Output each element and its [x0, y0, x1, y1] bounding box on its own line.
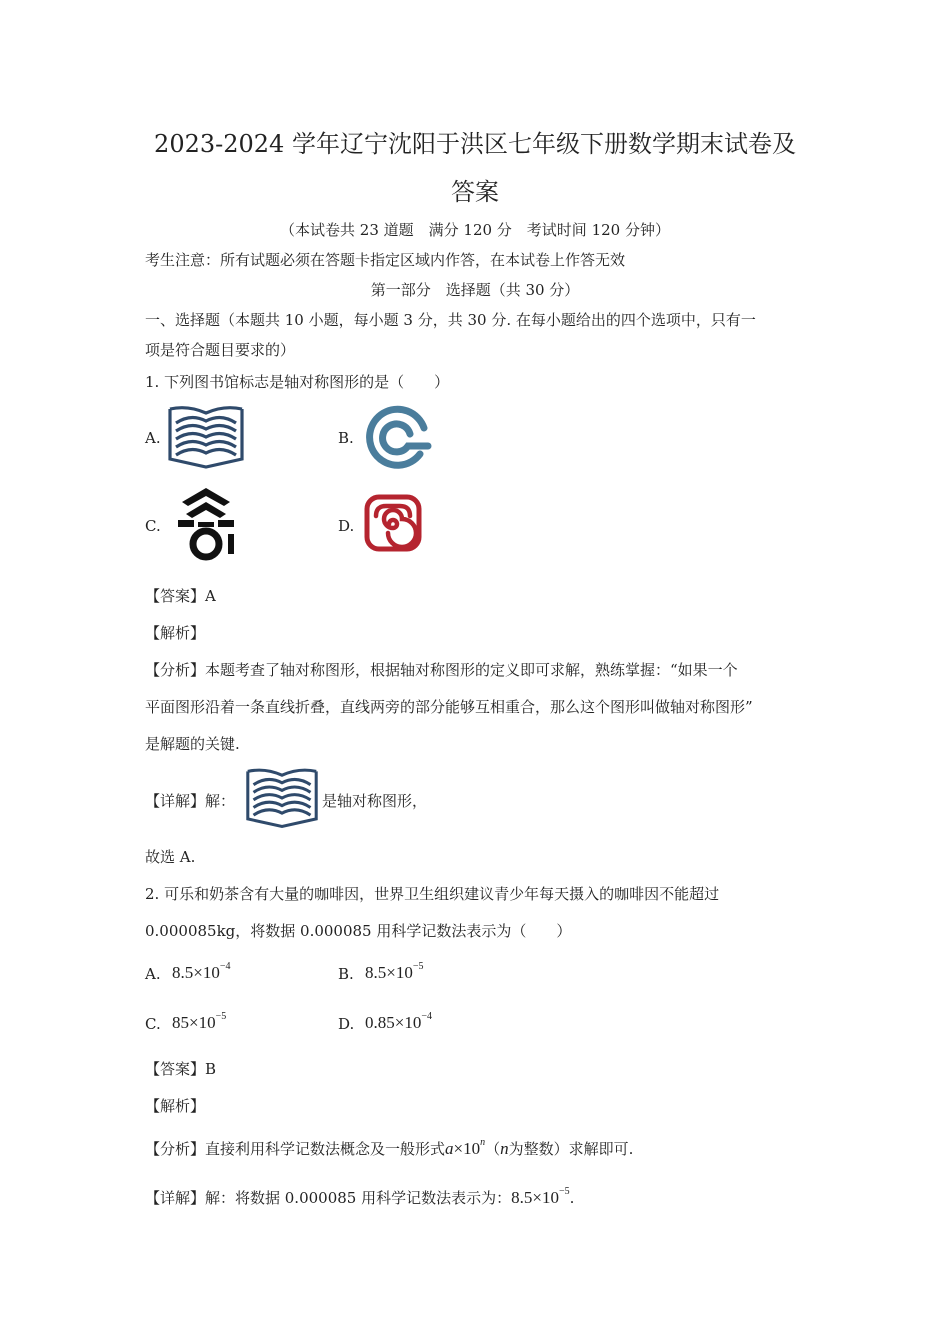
q2-detail-prefix: 【详解】解：将数据 0.000085 用科学记数法表示为： — [145, 1189, 512, 1207]
q1-conclusion: 故选 A. — [145, 848, 196, 866]
q1-option-c-label: C. — [145, 517, 161, 535]
q2-option-c-label: C. — [145, 1015, 161, 1033]
library-logo-d-icon — [364, 494, 422, 552]
q1-option-a-label: A. — [145, 429, 161, 447]
q2-option-a-value: $8.5\times 10^{-4}$ — [172, 961, 231, 982]
part-title: 第一部分 选择题（共 30 分） — [370, 281, 580, 299]
q2-option-b-label: B. — [338, 965, 354, 983]
document-title-line1: 2023-2024 学年辽宁沈阳于洪区七年级下册数学期末试卷及 — [154, 130, 796, 158]
q1-fenxi-line3: 是解题的关键. — [145, 735, 240, 753]
library-logo-c-icon — [170, 486, 242, 562]
q2-stem-line1: 2. 可乐和奶茶含有大量的咖啡因，世界卫生组织建议青少年每天摄入的咖啡因不能超过 — [145, 885, 720, 903]
notice: 考生注意：所有试题必须在答题卡指定区域内作答，在本试卷上作答无效 — [145, 251, 626, 269]
q1-detail-suffix: 是轴对称图形， — [322, 792, 428, 810]
q2-fenxi: 【分析】直接利用科学记数法概念及一般形式$a\times 10^n(n$为整数）求解即可. — [145, 1137, 634, 1158]
q2-jiexi: 【解析】 — [145, 1097, 206, 1115]
q1-stem: 1. 下列图书馆标志是轴对称图形的是（ ） — [145, 373, 450, 391]
q2-detail: 【详解】解：将数据 0.000085 用科学记数法表示为：$8.5\times 10^{-5}$. — [145, 1186, 575, 1207]
q2-option-b-value: $8.5\times 10^{-5}$ — [365, 961, 424, 982]
q1-option-b-label: B. — [338, 429, 354, 447]
q1-fenxi-line1: 【分析】本题考查了轴对称图形，根据轴对称图形的定义即可求解，熟练掌握：“如果一个 — [145, 661, 738, 679]
q2-fenxi-formula: $a\times 10^n$ — [445, 1137, 486, 1158]
library-logo-a-icon — [166, 405, 246, 469]
q2-option-d-value: $0.85\times 10^{-4}$ — [365, 1011, 432, 1032]
section-intro-line1: 一、选择题（本题共 10 小题，每小题 3 分，共 30 分. 在每小题给出的四个选项中，只有一 — [145, 311, 756, 329]
q1-jiexi: 【解析】 — [145, 624, 206, 642]
library-logo-b-icon — [364, 404, 432, 470]
q1-answer: 【答案】A — [145, 587, 216, 605]
q1-option-d-label: D. — [338, 517, 355, 535]
q2-option-d-label: D. — [338, 1015, 355, 1033]
document-title-line2: 答案 — [451, 178, 499, 206]
q2-detail-value: $8.5\times 10^{-5}$ — [511, 1186, 570, 1207]
q2-fenxi-prefix: 【分析】直接利用科学记数法概念及一般形式 — [145, 1140, 446, 1158]
q2-option-c-value: $85\times 10^{-5}$ — [172, 1011, 227, 1032]
q2-fenxi-suffix: 为整数）求解即可. — [508, 1140, 634, 1158]
q1-detail-prefix: 【详解】解： — [145, 792, 236, 810]
q2-stem-line2: 0.000085kg，将数据 0.000085 用科学记数法表示为（ ） — [145, 922, 572, 940]
section-intro-line2: 项是符合题目要求的） — [145, 341, 296, 359]
exam-info: （本试卷共 23 道题 满分 120 分 考试时间 120 分钟） — [280, 221, 670, 239]
library-logo-a-detail-icon — [244, 767, 320, 829]
q2-answer: 【答案】B — [145, 1060, 217, 1078]
q2-option-a-label: A. — [145, 965, 161, 983]
q1-fenxi-line2: 平面图形沿着一条直线折叠，直线两旁的部分能够互相重合，那么这个图形叫做轴对称图形” — [145, 698, 753, 716]
